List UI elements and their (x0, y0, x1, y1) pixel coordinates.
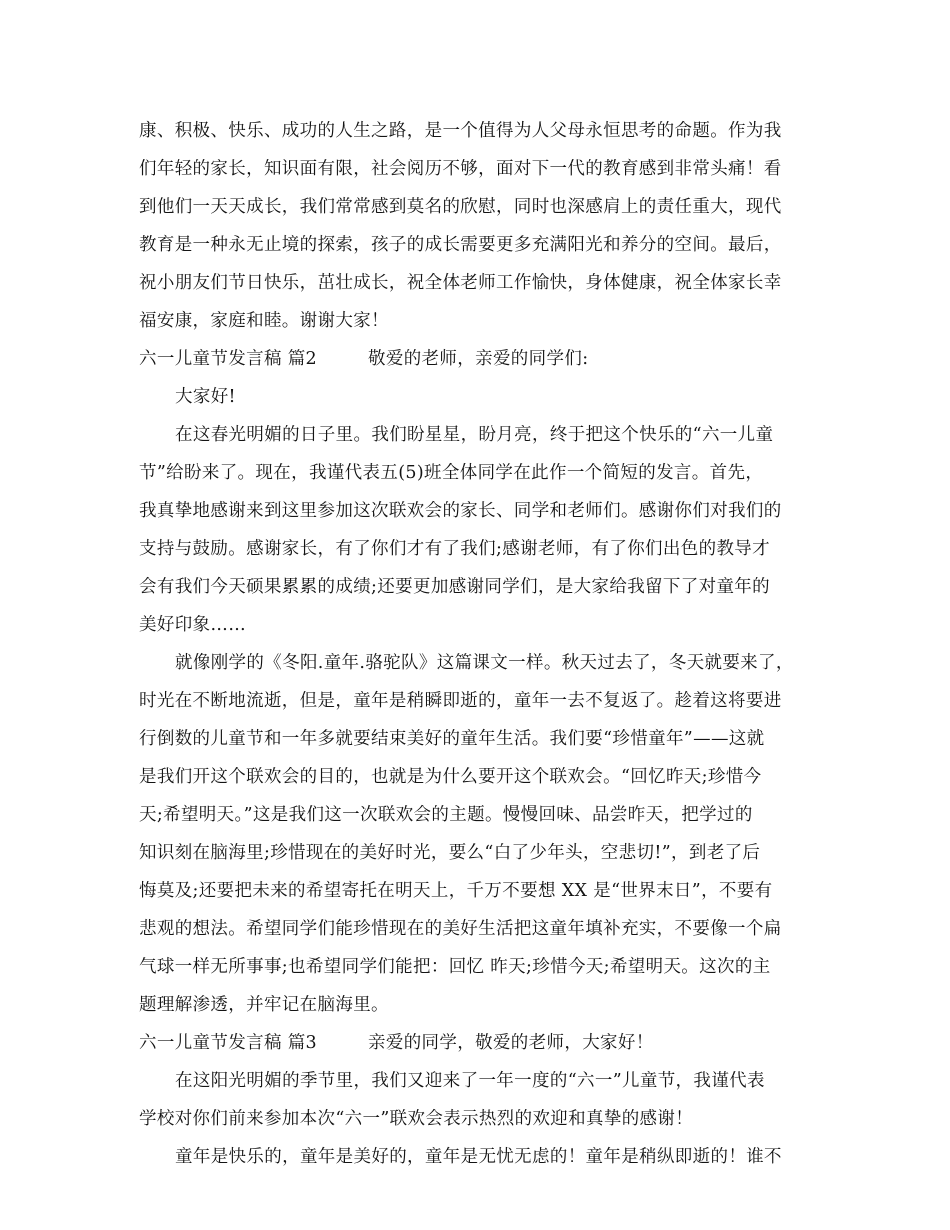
section-2-hello: 大家好! (175, 387, 236, 407)
section-2-para1-line: 在这春光明媚的日子里。我们盼星星，盼月亮，终于把这个快乐的“六一儿童 (175, 425, 774, 445)
section-2-para1-line: 我真挚地感谢来到这里参加这次联欢会的家长、同学和老师们。感谢你们对我们的 (139, 501, 782, 521)
intro-line: 福安康，家庭和睦。谢谢大家！ (139, 311, 389, 331)
section-3-greeting: 亲爱的同学，敬爱的老师，大家好！ (368, 1033, 654, 1053)
section-3-heading (139, 1032, 819, 1054)
intro-line: 教育是一种永无止境的探索，孩子的成长需要更多充满阳光和养分的空间。最后， (139, 235, 782, 255)
section-3-para1-line: 在这阳光明媚的季节里，我们又迎来了一年一度的“六一”儿童节，我谨代表 (175, 1071, 765, 1091)
section-2-heading (139, 348, 819, 370)
section-2-para2-line: 题理解渗透，并牢记在脑海里。 (139, 995, 389, 1015)
section-2-para2-line: 时光在不断地流逝，但是，童年是稍瞬即逝的，童年一去不复返了。趁着这将要进 (139, 691, 782, 711)
section-2-para2-line: 天;希望明天。”这是我们这一次联欢会的主题。慢慢回味、品尝昨天，把学过的 (139, 805, 753, 825)
section-2-para2-line: 知识刻在脑海里;珍惜现在的美好时光，要么“白了少年头，空悲切!”，到老了后 (139, 843, 761, 863)
section-2-para1-line: 美好印象…… (139, 615, 247, 635)
intro-line: 们年轻的家长，知识面有限，社会阅历不够，面对下一代的教育感到非常头痛！看 (139, 159, 782, 179)
section-2-greeting: 敬爱的老师，亲爱的同学们: (368, 349, 589, 369)
section-2-para2-line: 悔莫及;还要把未来的希望寄托在明天上，千万不要想 XX 是“世界末日”，不要有 (139, 881, 773, 901)
section-2-para2-line: 行倒数的儿童节和一年多就要结束美好的童年生活。我们要“珍惜童年”——这就 (139, 729, 765, 749)
intro-line: 康、积极、快乐、成功的人生之路，是一个值得为人父母永恒思考的命题。作为我 (139, 121, 782, 141)
section-3-para1-line: 学校对你们前来参加本次“六一”联欢会表示热烈的欢迎和真挚的感谢！ (139, 1109, 694, 1129)
section-2-para2-line: 悲观的想法。希望同学们能珍惜现在的美好生活把这童年填补充实，不要像一个扁 (139, 919, 782, 939)
section-3-title: 六一儿童节发言稿 篇3 (139, 1033, 318, 1053)
section-3-para2-line: 童年是快乐的，童年是美好的，童年是无忧无虑的！童年是稍纵即逝的！谁不 (175, 1147, 782, 1167)
section-2-para1-line: 会有我们今天硕果累累的成绩;还要更加感谢同学们，是大家给我留下了对童年的 (139, 577, 770, 597)
section-2-para2-line: 气球一样无所事事;也希望同学们能把：回忆 昨天;珍惜今天;希望明天。这次的主 (139, 957, 771, 977)
section-2-para1-line: 支持与鼓励。感谢家长，有了你们才有了我们;感谢老师，有了你们出色的教导才 (139, 539, 770, 559)
section-2-para2-line: 是我们开这个联欢会的目的，也就是为什么要开这个联欢会。“回忆昨天;珍惜今 (139, 767, 762, 787)
section-2-title: 六一儿童节发言稿 篇2 (139, 349, 318, 369)
intro-line: 祝小朋友们节日快乐，茁壮成长，祝全体老师工作愉快，身体健康，祝全体家长幸 (139, 273, 782, 293)
section-2-para1-line: 节”给盼来了。现在，我谨代表五(5)班全体同学在此作一个简短的发言。首先， (139, 463, 764, 483)
section-2-para2-line: 就像刚学的《冬阳.童年.骆驼队》这篇课文一样。秋天过去了，冬天就要来了， (175, 653, 794, 673)
intro-line: 到他们一天天成长，我们常常感到莫名的欣慰，同时也深感肩上的责任重大，现代 (139, 197, 782, 217)
